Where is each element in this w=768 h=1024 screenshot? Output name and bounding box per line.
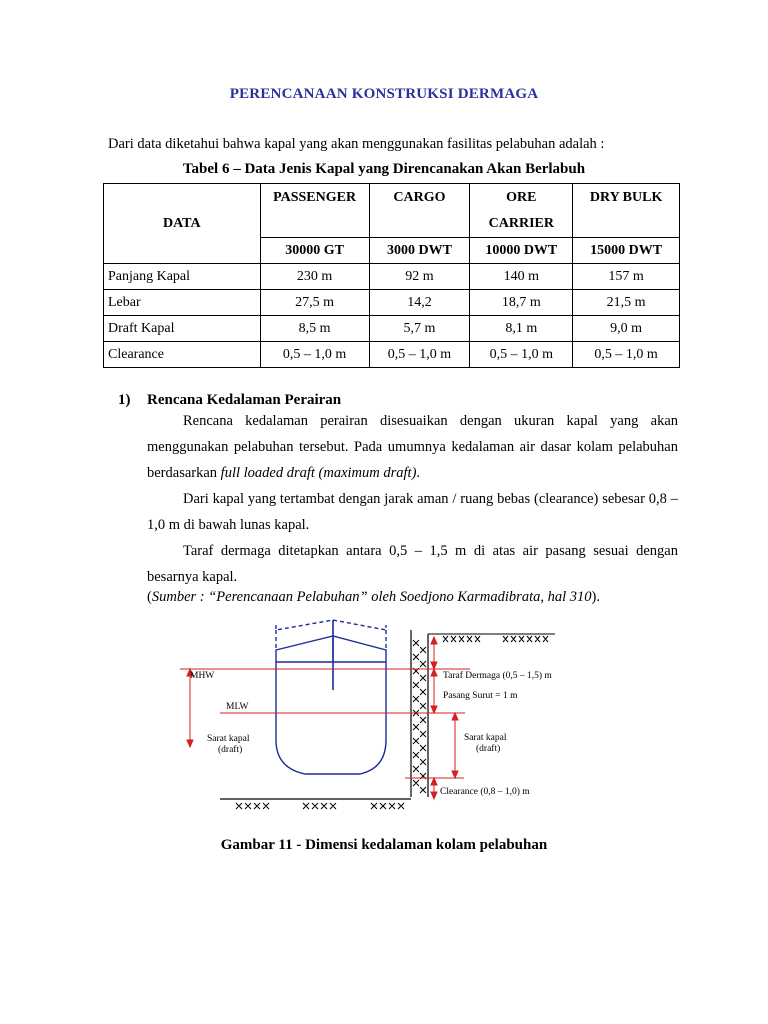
label-mlw: MLW [226, 702, 249, 712]
table-cell: 27,5 m [260, 290, 369, 316]
harbor-depth-diagram [0, 610, 768, 820]
table-cell: 0,5 – 1,0 m [470, 342, 573, 368]
paragraph-3: Taraf dermaga ditetapkan antara 0,5 – 1,5 m di atas air pasang sesuai dengan besarnya kapal. [147, 543, 678, 585]
label-clearance: Clearance (0,8 – 1,0) m [440, 787, 530, 797]
table-header-capacity: 3000 DWT [369, 238, 470, 264]
table-cell: 0,5 – 1,0 m [260, 342, 369, 368]
table-row [104, 264, 680, 290]
label-taraf-dermaga: Taraf Dermaga (0,5 – 1,5) m [443, 671, 552, 681]
table-cell: 0,5 – 1,0 m [573, 342, 680, 368]
table-header-passenger: PASSENGER [260, 184, 369, 238]
row-label: Panjang Kapal [104, 264, 261, 290]
section-heading [118, 392, 341, 409]
row-label: Lebar [104, 290, 261, 316]
table-cell: 0,5 – 1,0 m [369, 342, 470, 368]
table-header-dry-bulk: DRY BULK [573, 184, 680, 238]
table-cell: 8,5 m [260, 316, 369, 342]
table-row [104, 316, 680, 342]
dimension-arrows [187, 637, 458, 799]
ship-data-table [103, 183, 680, 368]
figure-caption: Gambar 11 - Dimensi kedalaman kolam pelabuhan [220, 837, 548, 853]
table-cell: 9,0 m [573, 316, 680, 342]
table-header-cargo: CARGO [369, 184, 470, 238]
table-row [104, 290, 680, 316]
table-header-capacity: 30000 GT [260, 238, 369, 264]
water-levels [180, 669, 470, 778]
row-label: Clearance [104, 342, 261, 368]
table-cell: 21,5 m [573, 290, 680, 316]
paragraph-2: Dari kapal yang tertambat dengan jarak aman / ruang bebas (clearance) sebesar 0,8 – 1,0 m di bawah lunas kapal. [147, 491, 678, 533]
table-cell: 18,7 m [470, 290, 573, 316]
label-sarat-right: Sarat kapal [464, 733, 507, 743]
source-citation: (Sumber : “Perencanaan Pelabuhan” oleh Soedjono Karmadibrata, hal 310). [147, 589, 600, 605]
label-mhw: MHW [190, 671, 215, 681]
label-draft-right: (draft) [476, 744, 501, 754]
table-cell: 140 m [470, 264, 573, 290]
label-draft-left: (draft) [218, 745, 243, 755]
table-cell: 14,2 [369, 290, 470, 316]
intro-text: Dari data diketahui bahwa kapal yang akan menggunakan fasilitas pelabuhan adalah : [108, 136, 605, 152]
page-title: PERENCANAAN KONSTRUKSI DERMAGA [229, 86, 539, 102]
table-cell: 92 m [369, 264, 470, 290]
table-cell: 157 m [573, 264, 680, 290]
table-caption: Tabel 6 – Data Jenis Kapal yang Direncanakan Akan Berlabuh [182, 161, 586, 177]
ship-hull [276, 620, 386, 774]
label-sarat-left: Sarat kapal [207, 734, 250, 744]
table-header-capacity: 10000 DWT [470, 238, 573, 264]
table-cell: 8,1 m [470, 316, 573, 342]
table-header-capacity: 15000 DWT [573, 238, 680, 264]
table-header-ore-carrier: ORE CARRIER [470, 184, 573, 238]
table-cell: 230 m [260, 264, 369, 290]
paragraph-1: Rencana kedalaman perairan disesuaikan dengan ukuran kapal yang akan menggunakan pelabuhan tersebut. Pada umumnya kedalaman air dasar kolam pelabuhan berdasarkan full loaded draft (maximum draft). [147, 413, 678, 481]
body-text [147, 408, 678, 590]
table-row [104, 342, 680, 368]
table-cell: 5,7 m [369, 316, 470, 342]
section-number: 1) [118, 392, 131, 408]
section-title: Rencana Kedalaman Perairan [147, 392, 342, 408]
row-label: Draft Kapal [104, 316, 261, 342]
table-header-data: DATA [104, 184, 261, 264]
label-pasang-surut: Pasang Surut = 1 m [443, 691, 518, 701]
